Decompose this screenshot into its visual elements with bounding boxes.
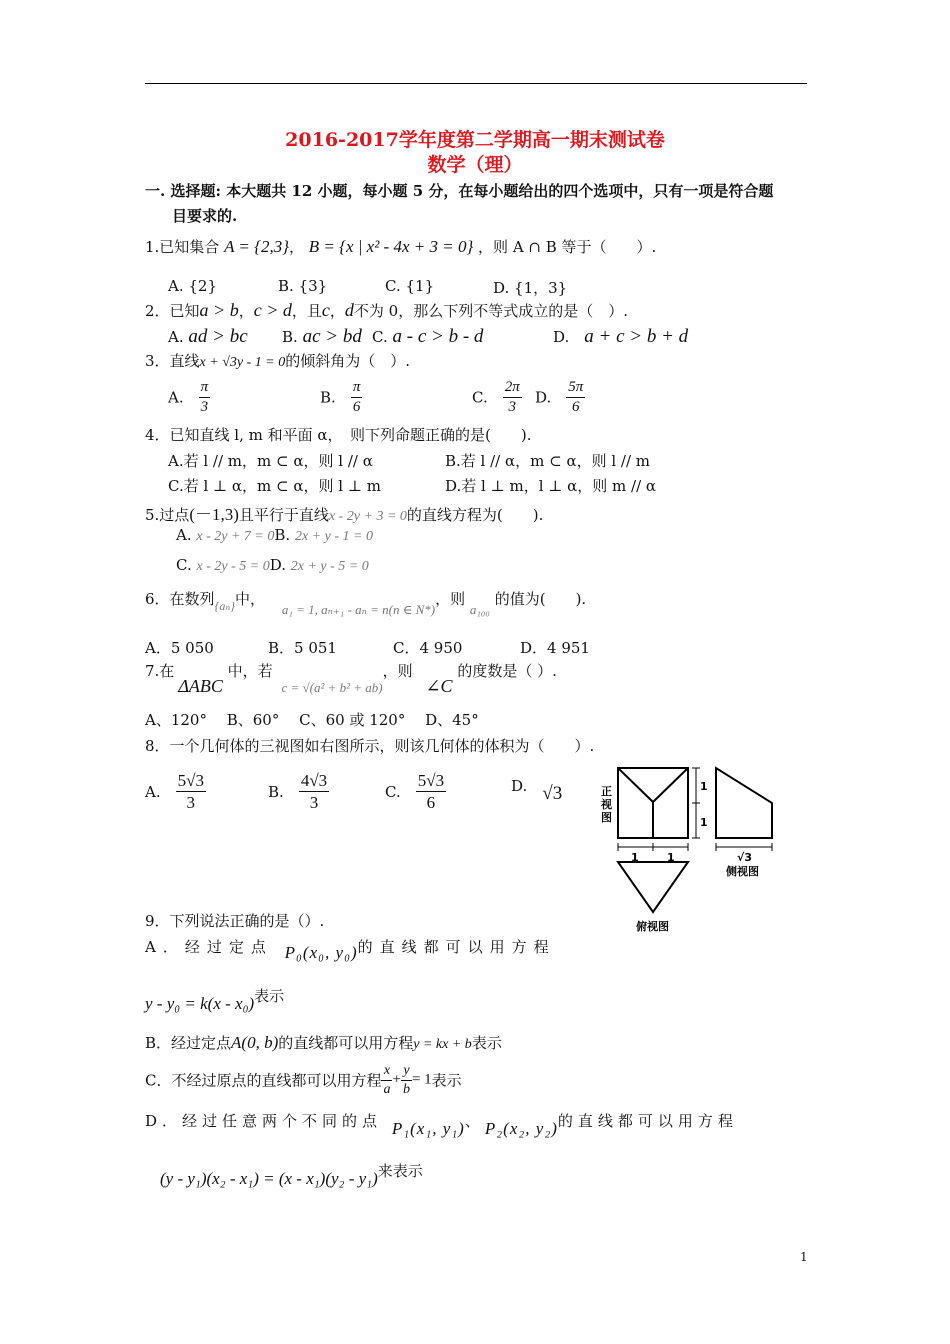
q6-option-c: C．4 950 <box>393 639 463 657</box>
front-view-label-2: 视 <box>601 798 612 811</box>
q8-option-a: A. $\frac{5√3}{3}$ <box>145 771 204 813</box>
q4-option-b: B.若 l // α，m ⊂ α，则 l // m <box>445 452 651 470</box>
q8-option-d: D. √3 <box>511 777 563 804</box>
q2-option-d: D. a + c > b + d <box>553 326 689 347</box>
question-4-stem: 4．已知直线 l, m 和平面 α， 则下列命题正确的是( ). <box>145 426 532 444</box>
q7-options: A、120° B、60° C、60 或 120° D、45° <box>145 711 479 729</box>
q1-option-c: C. {1} <box>385 277 435 295</box>
dim-label-front-lower: 1 <box>700 816 708 829</box>
q6-option-d: D．4 951 <box>520 639 590 657</box>
dim-label-sqrt3: √3 <box>737 851 752 864</box>
top-view <box>618 862 688 912</box>
question-2-stem: 2．已知a > b，c > d，且c，d不为 0，那么下列不等式成立的是（ ）. <box>145 300 628 320</box>
q4-option-d: D.若 l ⊥ m，l ⊥ α，则 m // α <box>445 477 657 495</box>
q3-option-b: B. $\frac{\pi}{6}$ <box>320 379 361 415</box>
q8-option-b: B. $\frac{4√3}{3}$ <box>268 771 328 813</box>
q9-option-a: A．经过定点 P₀(x₀, y₀)的直线都可以用方程 <box>145 938 556 962</box>
q9-option-b: B．经过定点A(0, b)的直线都可以用方程y = kx + b表示 <box>145 1033 502 1052</box>
q3-option-c: C. $\frac{2\pi}{3}$ <box>472 379 520 415</box>
q3-option-a: A. $\frac{\pi}{3}$ <box>168 379 209 415</box>
question-8-stem: 8．一个几何体的三视图如右图所示，则该几何体的体积为（ ）. <box>145 737 595 755</box>
section-heading: 一. 选择题: 本大题共 12 小题，每小题 5 分，在每小题给出的四个选项中，只有一项是符合题 <box>145 182 774 200</box>
three-view-figure <box>596 760 786 940</box>
question-5-stem: 5.过点(－1,3)且平行于直线x - 2y + 3 = 0的直线方程为( ). <box>145 505 544 524</box>
set-b: B = {x | x² - 4x + 3 = 0} <box>308 237 474 256</box>
section-heading-cont: 目要求的. <box>172 207 238 225</box>
q2-option-c: C. a - c > b - d <box>372 326 484 347</box>
dim-label-bottom-right: 1 <box>667 851 675 864</box>
q1-option-a: A. {2} <box>168 277 217 295</box>
q5-options-row2: C. x - 2y - 5 = 0D. 2x + y - 5 = 0 <box>176 556 369 574</box>
question-6-stem: 6．在数列$_{\{a_n\}}$中， a₁ = 1, aₙ₊₁ - aₙ = n(n ∈ N*)，则 a₁₀₀ 的值为( ). <box>145 590 587 617</box>
question-3-stem: 3．直线x + √3y - 1 = 0的倾斜角为（ ）. <box>145 352 410 370</box>
q5-options-row1: A. x - 2y + 7 = 0B. 2x + y - 1 = 0 <box>176 526 373 544</box>
dim-label-front-upper: 1 <box>700 780 708 793</box>
q2-option-a: A. ad > bc <box>168 326 248 347</box>
side-view <box>716 768 772 838</box>
q4-option-c: C.若 l ⊥ α，m ⊂ α，则 l ⊥ m <box>168 477 381 495</box>
q3-option-d: D. $\frac{5\pi}{6}$ <box>535 379 584 415</box>
q9-option-c: C．不经过原点的直线都可以用方程 $\frac{x}{a}$ + $\frac{y}{b}$ = 1表示 <box>145 1063 462 1097</box>
question-1-stem: 1.已知集合 A = {2,3}， B = {x | x² - 4x + 3 = 0} ，则 A ∩ B 等于（ ）. <box>145 237 657 256</box>
question-9-stem: 9．下列说法正确的是（）. <box>145 912 325 930</box>
front-view-label-1: 正 <box>601 785 612 798</box>
page-subtitle: 数学（理） <box>427 154 523 176</box>
dim-label-bottom-left: 1 <box>631 851 639 864</box>
q4-option-a: A.若 l // m，m ⊂ α，则 l // α <box>168 452 373 470</box>
set-a: A = {2,3} <box>224 237 289 256</box>
side-view-label: 侧视图 <box>726 865 759 878</box>
q9-option-d: D．经过任意两个不同的点 P₁(x₁, y₁)、P₂(x₂, y₂)的直线都可以用方程 <box>145 1112 738 1138</box>
page-title: 2016-2017学年度第二学期高一期末测试卷 <box>285 129 665 151</box>
q9-option-a-cont: y - y₀ = k(x - x₀)表示 <box>145 987 285 1013</box>
question-7-stem: 7.在ΔABC 中，若 c = √(a² + b² + ab)，则 ∠C 的度数是（ ）. <box>145 662 557 696</box>
top-view-label: 俯视图 <box>636 920 669 933</box>
header-rule <box>145 83 807 84</box>
page-number: 1 <box>800 1250 808 1264</box>
q2-option-b: B. ac > bd <box>282 326 362 347</box>
front-view-label-3: 图 <box>601 811 612 824</box>
q8-option-c: C. $\frac{5√3}{6}$ <box>385 771 445 813</box>
q9-option-d-cont: (y - y₁)(x₂ - x₁) = (x - x₁)(y₂ - y₁)来表示 <box>160 1162 423 1188</box>
q1-option-b: B. {3} <box>278 277 328 295</box>
q6-option-b: B．5 051 <box>268 639 337 657</box>
q1-option-d: D. {1，3} <box>493 279 568 297</box>
q6-option-a: A．5 050 <box>145 639 214 657</box>
